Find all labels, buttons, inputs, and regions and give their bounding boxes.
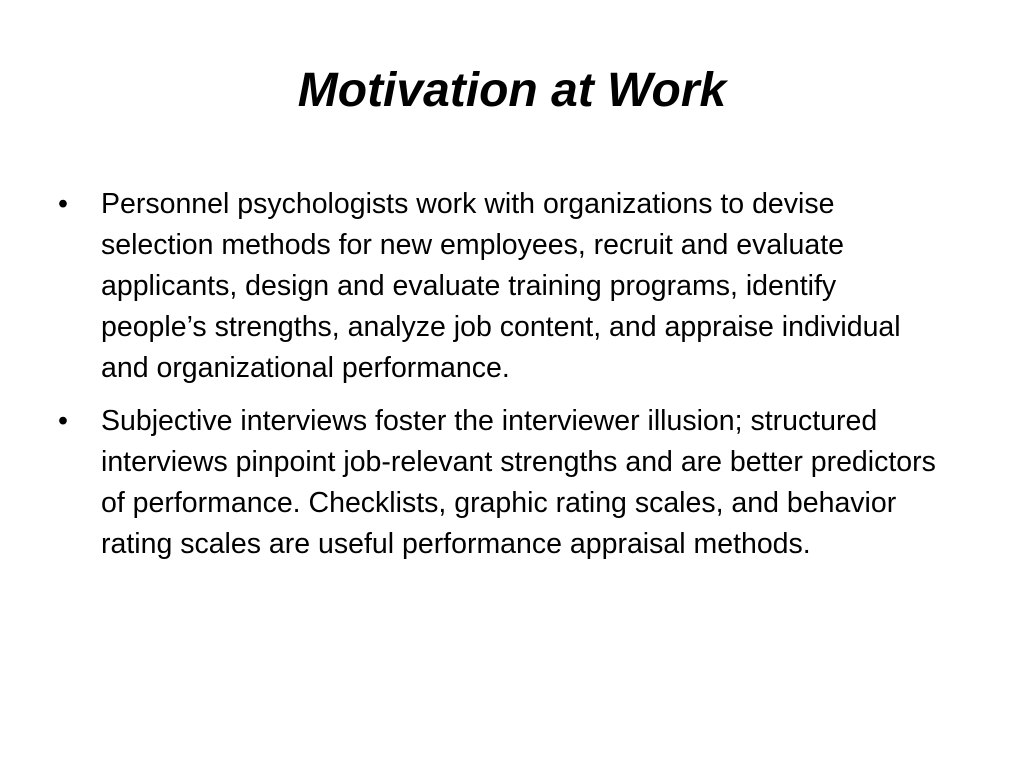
bullet-item — [58, 184, 938, 389]
bullet-dot-icon: • — [58, 188, 68, 220]
bullet-text: Personnel psychologists work with organizations to devise selection methods for new employees, recruit and evaluate applicants, design and evaluate training programs, identify people’s strengths, analyze job content, and appraise individual and organizational performance. — [101, 188, 901, 384]
bullet-list — [58, 184, 938, 577]
bullet-item — [58, 401, 938, 565]
bullet-text: Subjective interviews foster the interviewer illusion; structured interviews pinpoint job-relevant strengths and are better predictors of performance. Checklists, graphic rating scales, and behavior rating scales are useful performance appraisal methods. — [101, 405, 936, 560]
slide-title: Motivation at Work — [297, 64, 727, 117]
bullet-dot-icon: • — [58, 405, 68, 437]
